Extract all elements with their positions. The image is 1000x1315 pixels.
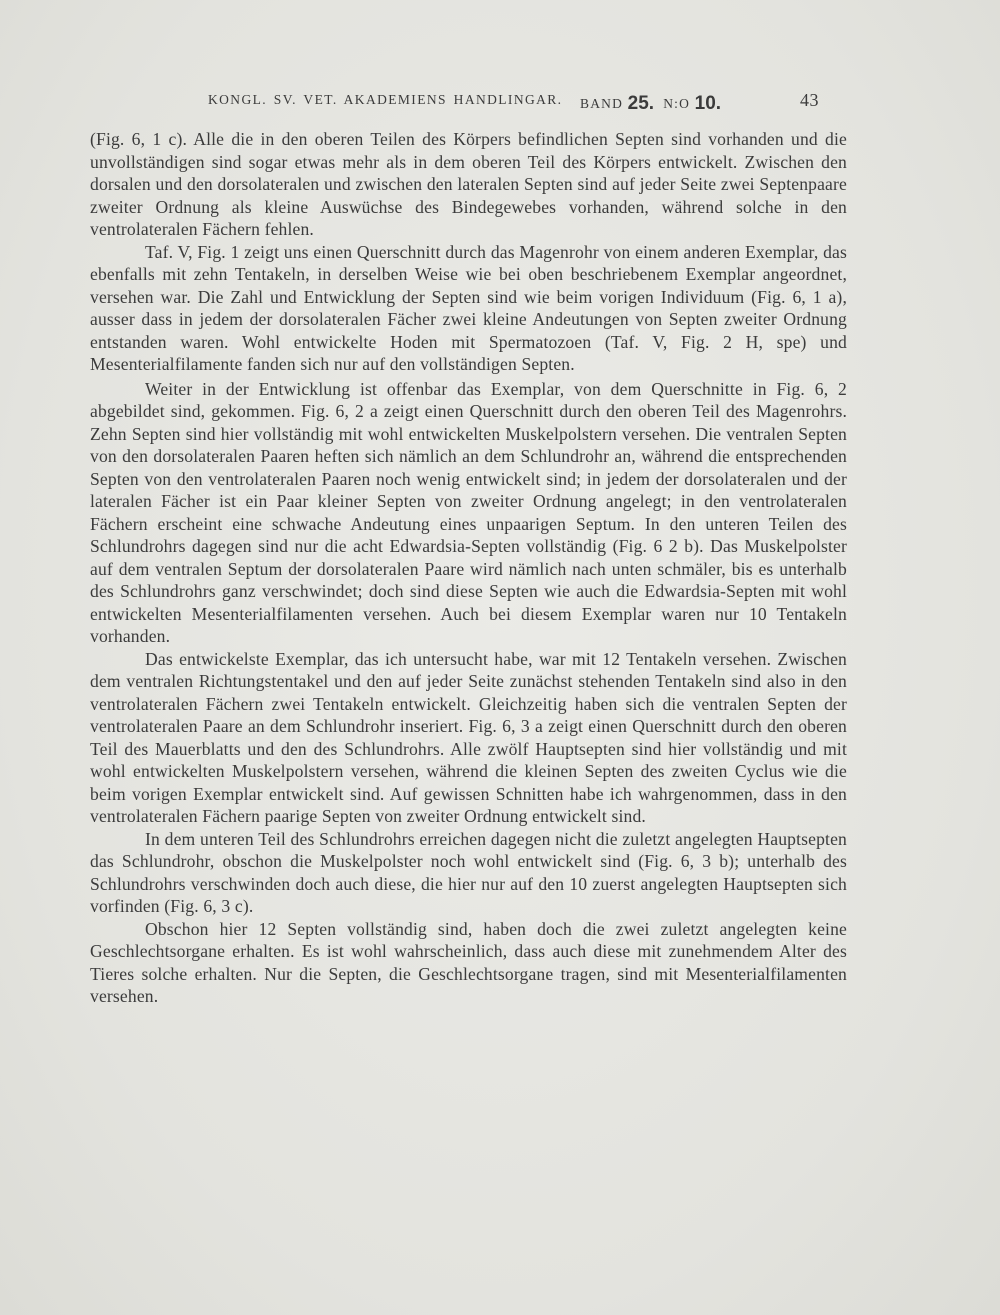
paragraph: (Fig. 6, 1 c). Alle die in den oberen Teilen des Körpers befindlichen Septen sind vorhanden und die unvollständigen sind sogar etwas mehr als in dem oberen Teil des Körpers entwickelt. Zwischen den dorsalen und den dorsolateralen und zwischen den lateralen Septen sind auf jeder Seite zwei Septenpaare zweiter Ordnung als kleine Auswüchse des Bindegewebes vorhanden, während solche in den ventrolateralen Fächern fehlen. — [90, 129, 847, 239]
band-label: BAND — [580, 96, 624, 111]
no-label: N:O — [663, 96, 691, 111]
paragraph: In dem unteren Teil des Schlundrohrs erreichen dagegen nicht die zuletzt angelegten Hauptsepten das Schlundrohr, obschon die Muskelpolster noch wohl entwickelt sind (Fig. 6, 3 b); unterhalb des Schlundrohrs verschwinden doch auch diese, die hier nur auf den 10 zuerst angelegten Hauptsepten sich vorfinden (Fig. 6, 3 c). — [90, 828, 847, 916]
paragraph: Obschon hier 12 Septen vollständig sind, haben doch die zwei zuletzt angelegten keine Geschlechtsorgane erhalten. Es ist wohl wahrscheinlich, dass auch diese mit zunehmendem Alter des Tieres solche erhalten. Nur die Septen, die Geschlechtsorgane tragen, sind mit Mesenterialfilamenten versehen. — [90, 918, 847, 1006]
page-number: 43 — [800, 90, 819, 110]
paragraph: Taf. V, Fig. 1 zeigt uns einen Querschnitt durch das Magenrohr von einem anderen Exemplar, das ebenfalls mit zehn Tentakeln, in derselben Weise wie bei oben beschriebenem Exemplar angeordnet, versehen war. Die Zahl und Entwicklung der Septen sind wie beim vorigen Individuum (Fig. 6, 1 a), ausser dass in jedem der dorsolateralen Fächer zwei kleine Andeutungen von Septen zweiter Ordnung entstanden waren. Wohl entwickelte Hoden mit Spermatozoen (Taf. V, Fig. 2 H, spe) und Mesenterialfilamente fanden sich nur auf den vollständigen Septen. — [90, 241, 847, 374]
no-number: 10. — [694, 93, 722, 114]
volume-info — [580, 92, 721, 114]
running-title: KONGL. SV. VET. AKADEMIENS HANDLINGAR. — [208, 92, 563, 107]
body-text — [90, 128, 847, 1008]
paragraph: Das entwickelste Exemplar, das ich untersucht habe, war mit 12 Tentakeln versehen. Zwischen dem ventralen Richtungstentakel und den auf jeder Seite zunächst stehenden Tentakeln sind also in den ventrolateralen Fächern zwei Tentakeln entwickelt. Gleichzeitig haben sich die ventralen Septen der ventrolateralen Paare an dem Schlundrohr inseriert. Fig. 6, 3 a zeigt einen Querschnitt durch den oberen Teil des Mauerblatts und den des Schlundrohrs. Alle zwölf Hauptsepten sind hier vollständig und mit wohl entwickelten Muskelpolstern versehen, während die kleinen Septen des zweiten Cyclus wie die beim vorigen Exemplar entwickelt sind. Auf gewissen Schnitten habe ich wahrgenommen, dass in den ventrolateralen Fächern paarige Septen von zweiter Ordnung entwickelt sind. — [90, 648, 847, 826]
page-header — [0, 86, 1000, 116]
paragraph: Weiter in der Entwicklung ist offenbar das Exemplar, von dem Querschnitte in Fig. 6, 2 abgebildet sind, gekommen. Fig. 6, 2 a zeigt einen Querschnitt durch den oberen Teil des Magenrohrs. Zehn Septen sind hier vollständig mit wohl entwickelten Muskelpolstern versehen. Die ventralen Septen von den dorsolateralen Paaren heften sich nämlich an dem Schlundrohr an, während die entsprechenden Septen von den ventrolateralen Paaren noch wenig entwickelt sind; in jedem der dorsolateralen und der lateralen Fächer ist ein Paar kleiner Septen von zweiter Ordnung angelegt; in den ventrolateralen Fächern erscheint eine schwache Andeutung eines unpaarigen Septum. In den unteren Teilen des Schlundrohrs dagegen sind nur die acht Edwardsia-Septen vollständig (Fig. 6 2 b). Das Muskelpolster auf dem ventralen Septum der dorsolateralen Paare wird nämlich nach unten schmäler, bis es unterhalb des Schlundrohrs ganz verschwindet; doch sind diese Septen wie auch die Edwardsia-Septen mit wohl entwickelten Mesenterialfilamenten versehen. Auch bei diesem Exemplar waren nur 10 Tentakeln vorhanden. — [90, 378, 847, 646]
band-number: 25. — [627, 93, 655, 114]
